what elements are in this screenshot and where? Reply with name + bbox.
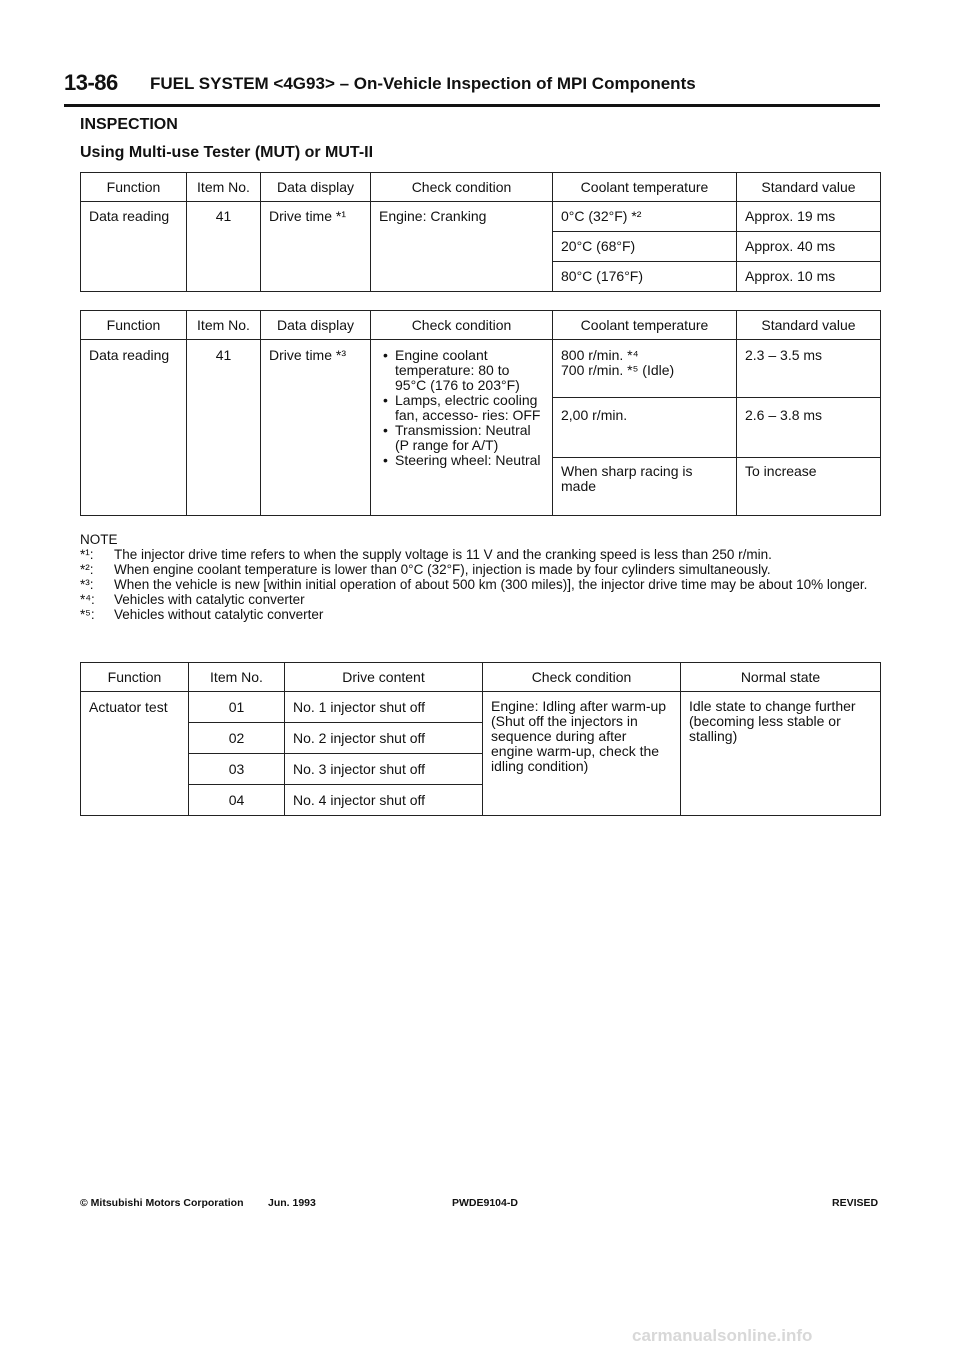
header-cell: Coolant temperature (553, 173, 737, 202)
drive-content-cell: No. 2 injector shut off (285, 723, 483, 754)
header-cell: Drive content (285, 663, 483, 692)
header-cell: Check condition (371, 311, 553, 340)
sub-title: Using Multi-use Tester (MUT) or MUT-II (80, 144, 374, 161)
standard-value-cell: Approx. 10 ms (737, 262, 881, 292)
note-text: Vehicles with catalytic converter (114, 592, 305, 607)
header-cell: Item No. (189, 663, 285, 692)
coolant-temp-cell (553, 458, 737, 516)
header-cell: Normal state (681, 663, 881, 692)
item-no-cell: 41 (187, 340, 261, 516)
coolant-temp-cell: 0°C (32°F) *² (553, 202, 737, 232)
header-cell: Function (81, 173, 187, 202)
coolant-temp-cell: 20°C (68°F) (553, 232, 737, 262)
coolant-temp-cell (553, 398, 737, 458)
note-key: *⁵: (80, 607, 95, 622)
footer-date: Jun. 1993 (268, 1197, 316, 1209)
standard-value-cell: Approx. 19 ms (737, 202, 881, 232)
note-item (80, 577, 890, 592)
coolant-temp-line: When sharp racing is (561, 463, 693, 479)
notes-block (80, 532, 890, 622)
standard-value-cell: 2.6 – 3.8 ms (737, 398, 881, 458)
drive-content-cell: No. 4 injector shut off (285, 785, 483, 816)
coolant-temp-line: made (561, 478, 597, 494)
table-row (81, 692, 881, 723)
coolant-temp-cell (553, 340, 737, 398)
coolant-temp-cell: 80°C (176°F) (553, 262, 737, 292)
check-condition-cell: Engine: Idling after warm-up (Shut off the injectors in sequence during after engine warm-up, check the idling condition) (483, 692, 681, 816)
standard-value-cell: 2.3 – 3.5 ms (737, 340, 881, 398)
table-row (81, 202, 881, 232)
header-cell: Standard value (737, 311, 881, 340)
note-text: When the vehicle is new [within initial operation of about 500 km (300 miles)], the injector drive time may be about 10% longer. (114, 577, 868, 592)
function-cell: Data reading (81, 202, 187, 292)
note-key: *⁴: (80, 592, 95, 607)
data-display-cell: Drive time *¹ (261, 202, 371, 292)
note-item (80, 562, 890, 577)
data-display-cell: Drive time *³ (261, 340, 371, 516)
header-cell: Function (81, 311, 187, 340)
coolant-temp-line: 800 r/min. *⁴ (561, 347, 639, 363)
standard-value-cell: To increase (737, 458, 881, 516)
check-condition-cell: Engine: Cranking (371, 202, 553, 292)
condition-item: • Transmission: Neutral (P range for A/T) (395, 423, 544, 453)
item-no-cell: 41 (187, 202, 261, 292)
table-header-row (81, 663, 881, 692)
header-cell: Standard value (737, 173, 881, 202)
item-no-cell: 02 (189, 723, 285, 754)
page-number: 13-86 (64, 70, 118, 95)
note-key: *²: (80, 562, 94, 577)
normal-state-cell: Idle state to change further (becoming less stable or stalling) (681, 692, 881, 816)
note-text: Vehicles without catalytic converter (114, 607, 324, 622)
table-header-row (81, 173, 881, 202)
coolant-temp-line: 700 r/min. *⁵ (Idle) (561, 362, 675, 378)
note-item (80, 592, 890, 607)
header-cell: Coolant temperature (553, 311, 737, 340)
drive-content-cell: No. 3 injector shut off (285, 754, 483, 785)
coolant-temp-line: 2,00 r/min. (561, 407, 628, 423)
table-row (81, 340, 881, 398)
header-cell: Item No. (187, 173, 261, 202)
function-cell: Data reading (81, 340, 187, 516)
header-cell: Data display (261, 173, 371, 202)
note-item (80, 547, 890, 562)
note-key: *¹: (80, 547, 94, 562)
footer-status: REVISED (832, 1197, 879, 1209)
standard-value-cell: Approx. 40 ms (737, 232, 881, 262)
page-header (64, 66, 880, 107)
table-header-row (81, 311, 881, 340)
header-cell: Function (81, 663, 189, 692)
item-no-cell: 01 (189, 692, 285, 723)
footer-code: PWDE9104-D (452, 1197, 518, 1209)
notes-heading: NOTE (80, 532, 118, 547)
condition-item: • Engine coolant temperature: 80 to 95°C (176 to 203°F) (395, 348, 544, 393)
note-item (80, 607, 890, 622)
item-no-cell: 03 (189, 754, 285, 785)
check-condition-cell (371, 340, 553, 516)
header-cell: Item No. (187, 311, 261, 340)
note-text: When engine coolant temperature is lower than 0°C (32°F), injection is made by four cylinders simultaneously. (114, 562, 771, 577)
header-title: FUEL SYSTEM <4G93> – On-Vehicle Inspection of MPI Components (150, 74, 696, 93)
drive-content-cell: No. 1 injector shut off (285, 692, 483, 723)
header-cell: Check condition (483, 663, 681, 692)
condition-list (379, 348, 544, 468)
condition-item: • Steering wheel: Neutral (395, 453, 544, 468)
footer-copyright: © Mitsubishi Motors Corporation (80, 1197, 244, 1209)
note-text: The injector drive time refers to when the supply voltage is 11 V and the cranking speed is less than 250 r/min. (114, 547, 772, 562)
actuator-test-table (80, 662, 881, 816)
drive-time-cranking-table (80, 172, 881, 292)
header-cell: Data display (261, 311, 371, 340)
condition-item: • Lamps, electric cooling fan, accesso- ries: OFF (395, 393, 544, 423)
watermark: carmanualsonline.info (632, 1326, 813, 1345)
note-key: *³: (80, 577, 94, 592)
header-cell: Check condition (371, 173, 553, 202)
drive-time-idle-table (80, 310, 881, 516)
section-title: INSPECTION (80, 116, 178, 133)
function-cell: Actuator test (81, 692, 189, 816)
item-no-cell: 04 (189, 785, 285, 816)
